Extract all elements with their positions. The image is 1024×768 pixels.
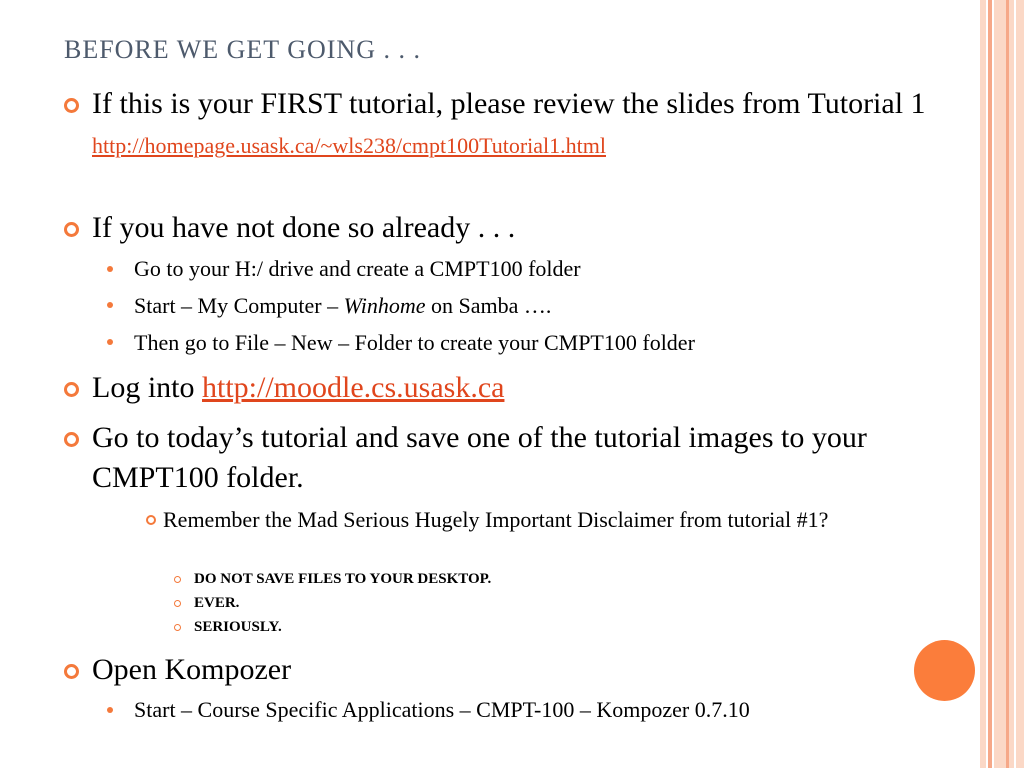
decor-stripe [1014,0,1016,768]
bullet-icon [107,302,113,308]
bullet-icon [107,339,113,345]
bullet-icon [64,664,79,679]
bullet-icon [174,600,181,607]
sub-sub-list-item: SERIOUSLY. [194,619,282,635]
sub-list-item: Remember the Mad Serious Hugely Important Disclaimer from tutorial #1? [163,507,829,532]
sub-list-item: Then go to File – New – Folder to create your CMPT100 folder [134,330,695,355]
sub-item-emphasis: Winhome [343,293,426,318]
list-item: Open Kompozer [92,653,292,686]
bullet-icon [107,266,113,272]
decor-stripe [994,0,1024,768]
bullet-icon [64,222,79,237]
list-item: If you have not done so already . . . [92,211,516,244]
tutorial-link[interactable]: http://homepage.usask.ca/~wls238/cmpt100Tutorial1.html [92,133,606,158]
sub-list-item: Start – Course Specific Applications – CMPT-100 – Kompozer 0.7.10 [134,697,750,722]
decor-stripe [988,0,992,768]
bullet-icon [174,576,181,583]
bullet-icon [146,515,156,525]
bullet-icon [174,624,181,631]
decor-stripe [980,0,986,768]
sub-sub-list-item: DO NOT SAVE FILES TO YOUR DESKTOP. [194,571,492,587]
sub-item-text: Start – My Computer – [134,293,344,318]
list-item [92,84,952,166]
bullet-icon [64,432,79,447]
bullet-icon [64,382,79,397]
bullet-icon [64,98,79,113]
decor-stripe [1006,0,1009,768]
sub-item-text: on Samba …. [425,293,552,318]
list-item-text: Log into [92,371,202,404]
moodle-link[interactable]: http://moodle.cs.usask.ca [202,371,505,404]
list-item [92,368,952,408]
list-item: Go to today’s tutorial and save one of the tutorial images to your CMPT100 folder. [92,421,867,494]
list-item-text: If this is your FIRST tutorial, please review the slides from Tutorial 1 [92,87,926,120]
sub-list-item [134,287,934,324]
sub-sub-list-item: EVER. [194,595,240,611]
sub-list-item: Go to your H:/ drive and create a CMPT100 folder [134,256,581,281]
bullet-icon [107,707,113,713]
slide-title: BEFORE WE GET GOING . . . [64,35,421,64]
